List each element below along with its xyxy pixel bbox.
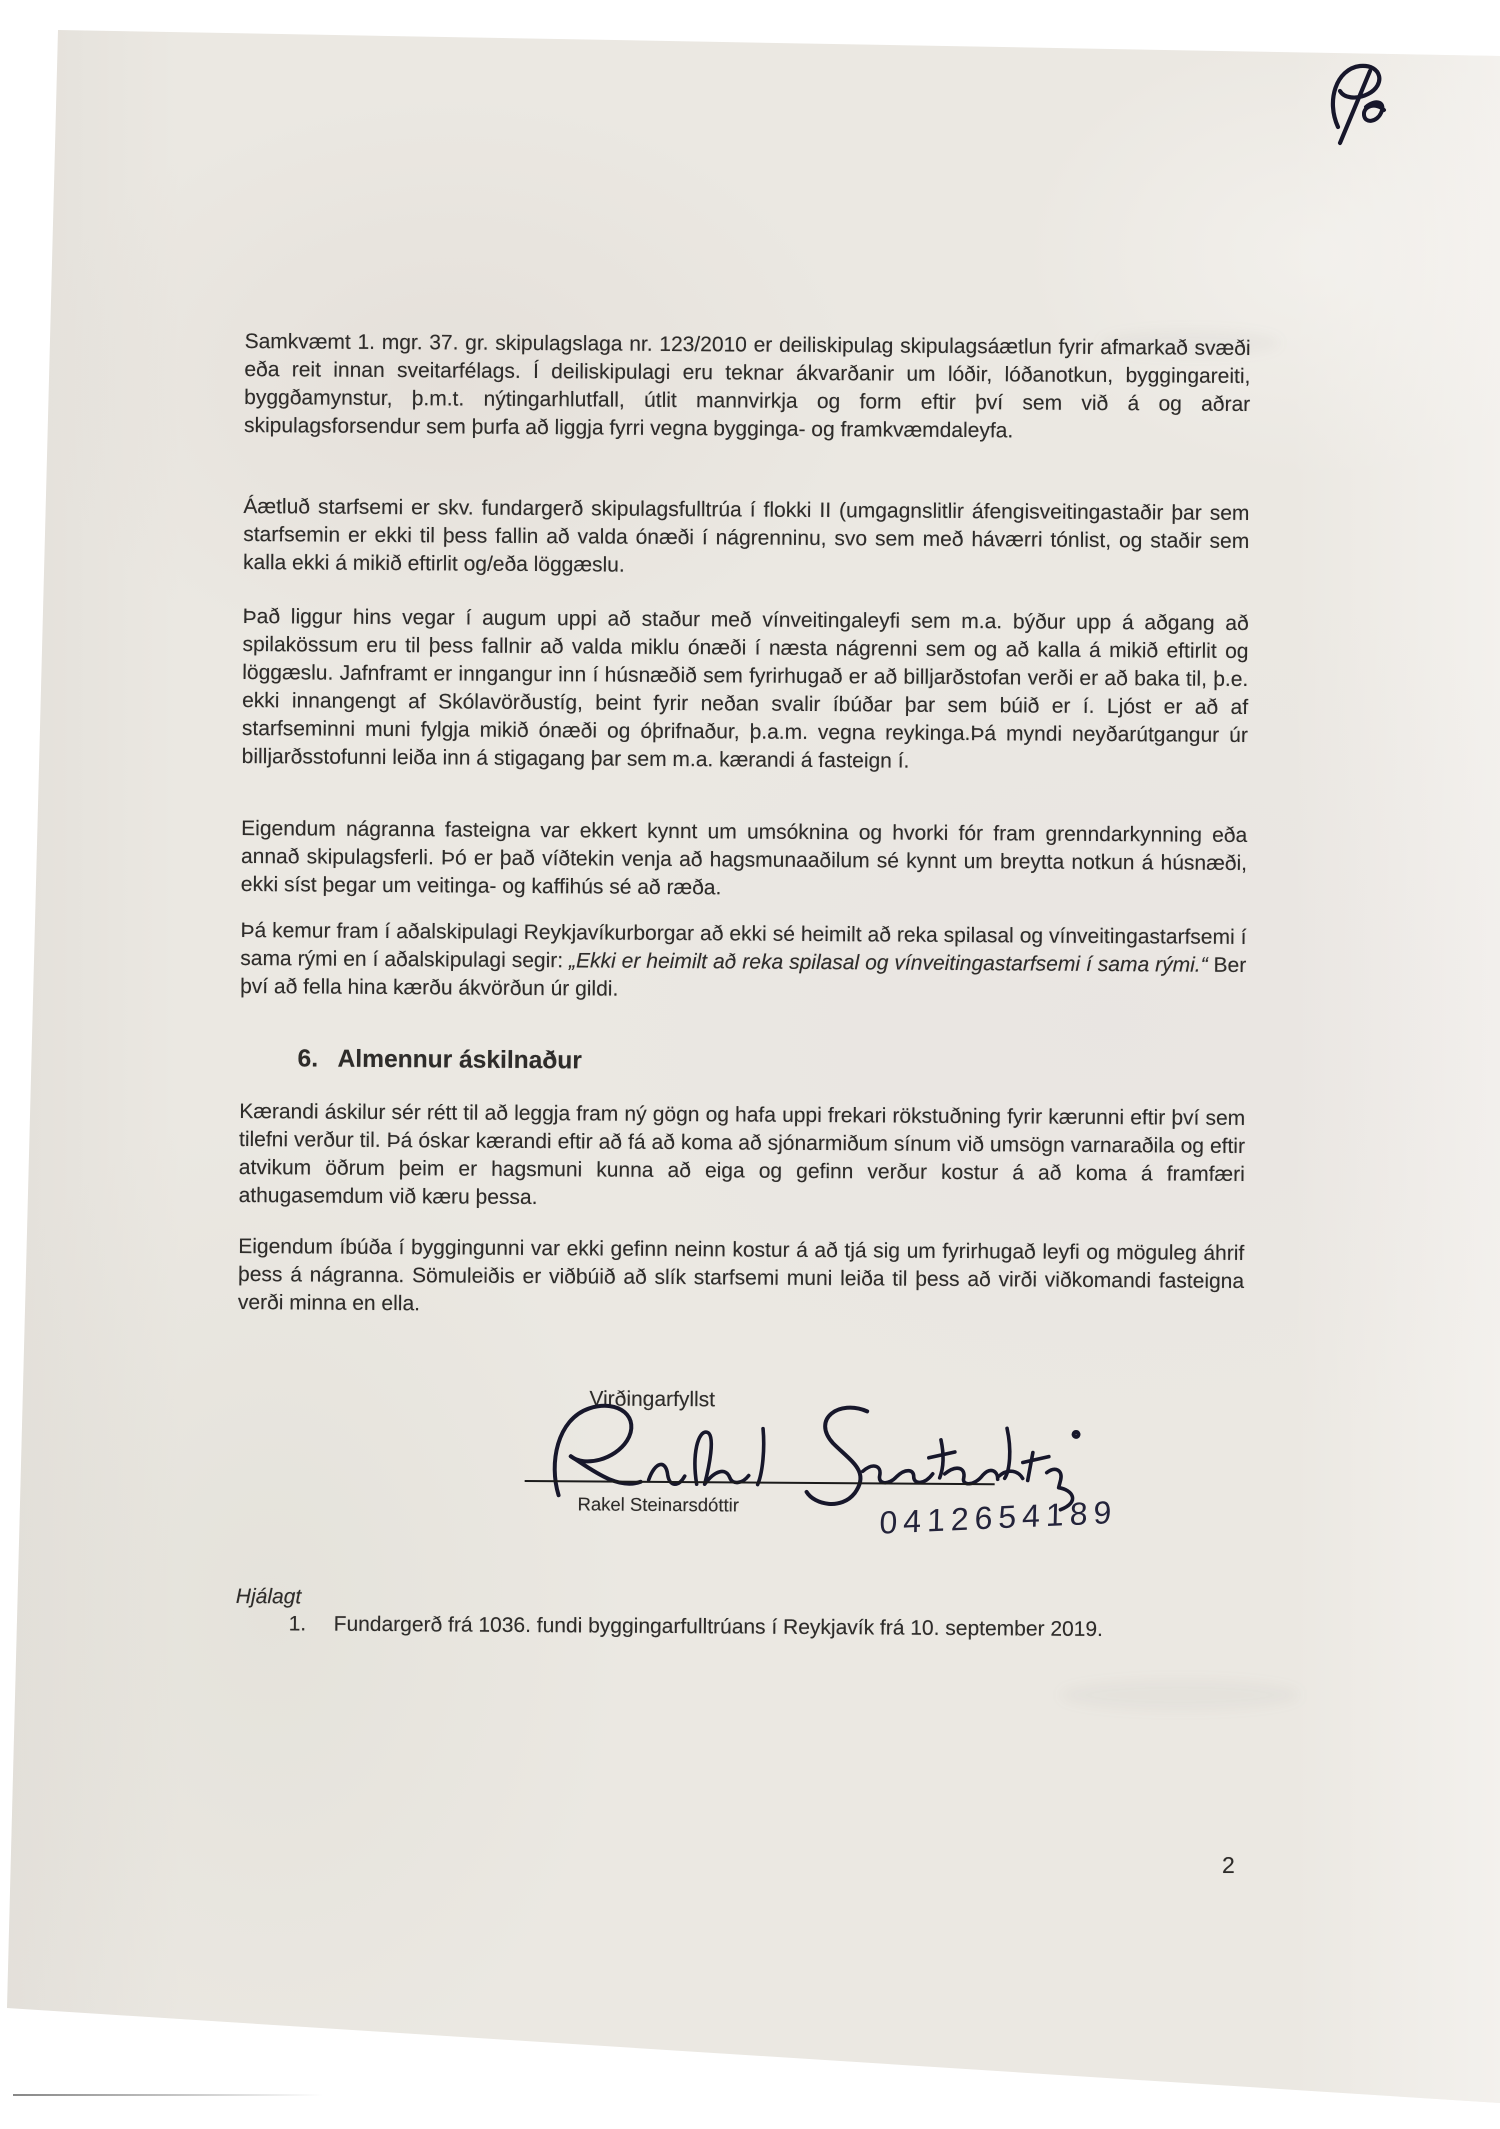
paragraph-adalskipulag: [240, 917, 1247, 1008]
attachment-item-text: Fundargerð frá 1036. fundi byggingarfulltrúans í Reykjavík frá 10. september 2019.: [333, 1612, 1104, 1642]
paragraph-vinveitingaleyfi: Það liggur hins vegar í augum uppi að staður með vínveitingaleyfi sem m.a. býður upp á aðgang að spilakössum eru til þess fallnir að valda miklu ónæði í næsta nágrenni sem og að kalla á mikið eftirlit og löggæslu. Jafnframt er inngangur inn í húsnæðið sem fyrirhugað er að billjarðstofan verði er að baka til, þ.e. ekki innangengt af Skólavörðustíg, beint fyrir neðan svalir íbúðar þar sem búið er í. Ljóst er að af starfseminni muni fylgja mikið ónæði og óþrifnaður, þ.a.m. vegna reykinga.Þá myndi neyðarútgangur úr billjarðsstofunni leiða inn á stigagang þar sem m.a. kærandi á fasteign í.: [241, 604, 1249, 773]
document-body: [232, 0, 1253, 2129]
handwritten-initials-mark: [1308, 55, 1403, 150]
adalskipulag-quote: „Ekki er heimilt að reka spilasal og vínveitingastarfsemi í sama rými.“: [569, 949, 1208, 977]
paragraph-aetlud-starfsemi: Áætluð starfsemi er skv. fundargerð skipulagsfulltrúa í flokki II (umgagnslitlir áfengisveitingastaðir þar sem starfsemin er ekki til þess fallin að valda ónæði í nágrenninu, svo sem með háværri tónlist, og staðir sem kalla ekki á mikið eftirlit og/eða löggæslu.: [242, 494, 1250, 577]
signer-name: Rakel Steinarsdóttir: [577, 1493, 740, 1516]
attachments-label: Hjálagt: [235, 1584, 302, 1609]
section-title: Almennur áskilnaður: [337, 1045, 583, 1075]
page-number: 2: [1222, 1852, 1235, 1878]
attachment-item: [289, 1610, 1103, 1644]
valediction: Virðingarfyllst: [589, 1387, 716, 1412]
paragraph-eigendur-ibuda: Eigendum íbúða í byggingunni var ekki gefinn neinn kostur á að tjá sig um fyrirhugað leyfi og möguleg áhrif þess á nágranna. Sömuleiðis er viðbúið að slík starfsemi muni leiða til þess að virði viðkomandi fasteigna verði minna en ella.: [237, 1234, 1245, 1316]
paragraph-adalskipulag-after-quote: Ber því að fella hina kærðu ákvörðun úr gildi.: [240, 953, 1247, 1001]
scan-artifact-line: [13, 2094, 323, 2096]
handwritten-id-number: 0412654189: [879, 1493, 1118, 1541]
section-heading: [298, 1045, 583, 1075]
section-number: 6.: [297, 1045, 319, 1073]
paragraph-adalskipulag-before-quote: Þá kemur fram í aðalskipulagi Reykjavíkurborgar að ekki sé heimilt að reka spilasal og vínveitingastarfsemi í sama rými en í aðalskipulagi segir:: [240, 918, 1247, 973]
attachment-item-number: 1.: [288, 1612, 307, 1636]
paragraph-askilnadur: Kærandi áskilur sér rétt til að leggja fram ný gögn og hafa uppi frekari rökstuðning fyrir kærunni eftir því sem tilefni verður til. Þá óskar kærandi eftir að fá að koma að sjónarmiðum sínum við umsögn varnaraðila og eftir atvikum öðrum þeim er hagsmuni kunna að eiga og gefinn verður kostur á að koma á framfæri athugasemdum við kæru þessa.: [238, 1099, 1246, 1210]
paragraph-grenndarkynning: Eigendum nágranna fasteigna var ekkert kynnt um umsóknina og hvorki fór fram grenndarkynning eða annað skipulagsferli. Þó er það víðtekin venja að hagsmunaaðilum sé kynnt um breytta notkun á húsnæði, ekki síst þegar um veitinga- og kaffihús sé að ræða.: [240, 816, 1248, 900]
paragraph-deiliskipulag: Samkvæmt 1. mgr. 37. gr. skipulagslaga nr. 123/2010 er deiliskipulag skipulagsáætlun fyrir afmarkað svæði eða reit innan sveitarfélags. Í deiliskipulagi eru teknar ákvarðanir um lóðir, lóðanotkun, byggingareiti, byggðamynstur, þ.m.t. nýtingarhlutfall, útlit mannvirkja og form eftir því sem við á og aðrar skipulagsforsendur sem þurfa að liggja fyrri vegna bygginga- og framkvæmdaleyfa.: [243, 329, 1251, 443]
